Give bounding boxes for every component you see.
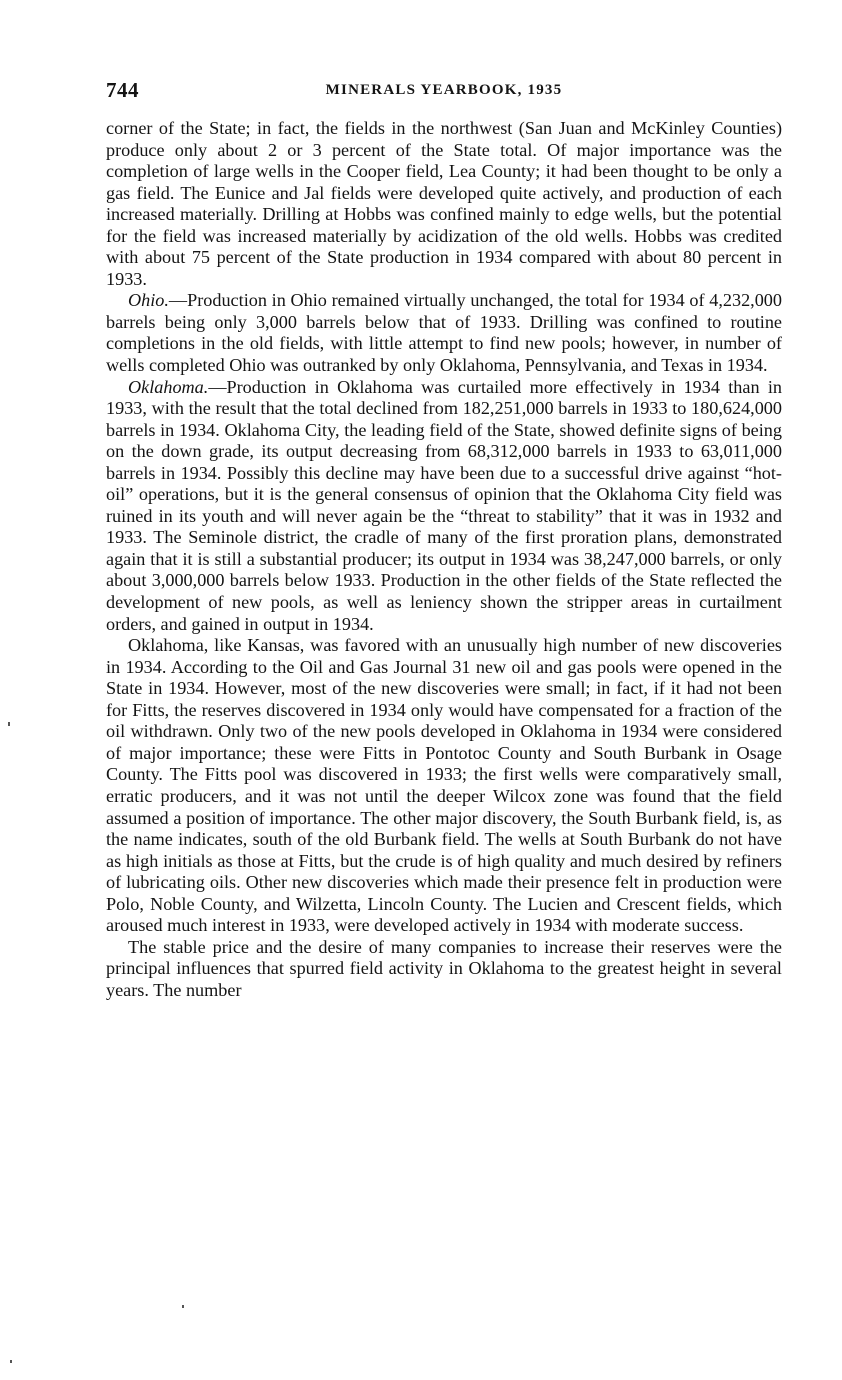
running-header bbox=[106, 78, 782, 106]
paragraph-oklahoma-activity bbox=[106, 937, 782, 1002]
paragraph-oklahoma-discoveries bbox=[106, 635, 782, 937]
paragraph-text: corner of the State; in fact, the fields in the northwest (San Juan and McKinley Counties) produce only about 2 or 3 percent of the State total. Of major importance was the completion of large wells in the Cooper field, Lea County; it had been thought to be only a gas field. The Eunice and Jal fields were developed quite actively, and production of each increased materially. Drilling at Hobbs was confined mainly to edge wells, but the potential for the field was increased materially by acidization of the old wells. Hobbs was credited with about 75 percent of the State production in 1934 compared with about 80 percent in 1933. bbox=[106, 118, 782, 289]
paragraph-text: —Production in Oklahoma was curtailed more effectively in 1934 than in 1933, with the result that the total declined from 182,251,000 barrels in 1933 to 180,624,000 barrels in 1934. Oklahoma City, the leading field of the State, showed definite signs of being on the down grade, its output decreasing from 68,312,000 barrels in 1933 to 63,011,000 barrels in 1934. Possibly this decline may have been due to a successful drive against “hot-oil” operations, but it is the general consensus of opinion that the Oklahoma City field was ruined in its youth and will never again be the “threat to stability” that it was in 1932 and 1933. The Seminole district, the cradle of many of the first proration plans, demonstrated again that it is still a substantial producer; its output in 1934 was 38,247,000 barrels, or only about 3,000,000 barrels below 1933. Production in the other fields of the State reflected the development of new pools, as well as leniency shown the stripper areas in curtailment orders, and gained in output in 1934. bbox=[106, 376, 782, 634]
section-run-in-heading: Ohio. bbox=[128, 290, 169, 311]
running-title: MINERALS YEARBOOK, 1935 bbox=[325, 82, 563, 98]
section-run-in-heading: Oklahoma. bbox=[128, 376, 209, 397]
body-text bbox=[106, 118, 782, 1001]
scan-speck bbox=[8, 722, 10, 726]
scan-speck bbox=[182, 1305, 184, 1308]
paragraph-ohio bbox=[106, 290, 782, 376]
page-number: 744 bbox=[106, 78, 139, 102]
paragraph-oklahoma bbox=[106, 377, 782, 636]
document-page bbox=[106, 78, 782, 1001]
paragraph-text: —Production in Ohio remained virtually unchanged, the total for 1934 of 4,232,000 barrels being only 3,000 barrels below that of 1933. Drilling was confined to routine completions in the old fields, with little attempt to find new pools; however, in number of wells completed Ohio was outranked by only Oklahoma, Pennsylvania, and Texas in 1934. bbox=[106, 290, 782, 376]
paragraph-text: Oklahoma, like Kansas, was favored with an unusually high number of new discoveries in 1934. According to the Oil and Gas Journal 31 new oil and gas pools were opened in the State in 1934. However, most of the new discoveries were small; in fact, if it had not been for Fitts, the reserves discovered in 1934 only would have compensated for a fraction of the oil withdrawn. Only two of the new pools developed in Oklahoma in 1934 were considered of major importance; these were Fitts in Pontotoc County and South Burbank in Osage County. The Fitts pool was discovered in 1933; the first wells were comparatively small, erratic producers, and it was not until the deeper Wilcox zone was found that the field assumed a position of importance. The other major discovery, the South Burbank field, is, as the name indicates, south of the old Burbank field. The wells at South Burbank do not have as high initials as those at Fitts, but the crude is of high quality and much desired by refiners of lubricating oils. Other new discoveries which made their presence felt in production were Polo, Noble County, and Wilzetta, Lincoln County. The Lucien and Crescent fields, which aroused much interest in 1933, were developed actively in 1934 with moderate success. bbox=[106, 635, 782, 936]
paragraph-text: The stable price and the desire of many companies to increase their reserves were the principal influences that spurred field activity in Oklahoma to the greatest height in several years. The number bbox=[106, 936, 782, 1000]
paragraph-new-mexico-continued bbox=[106, 118, 782, 290]
scan-speck bbox=[10, 1360, 12, 1363]
